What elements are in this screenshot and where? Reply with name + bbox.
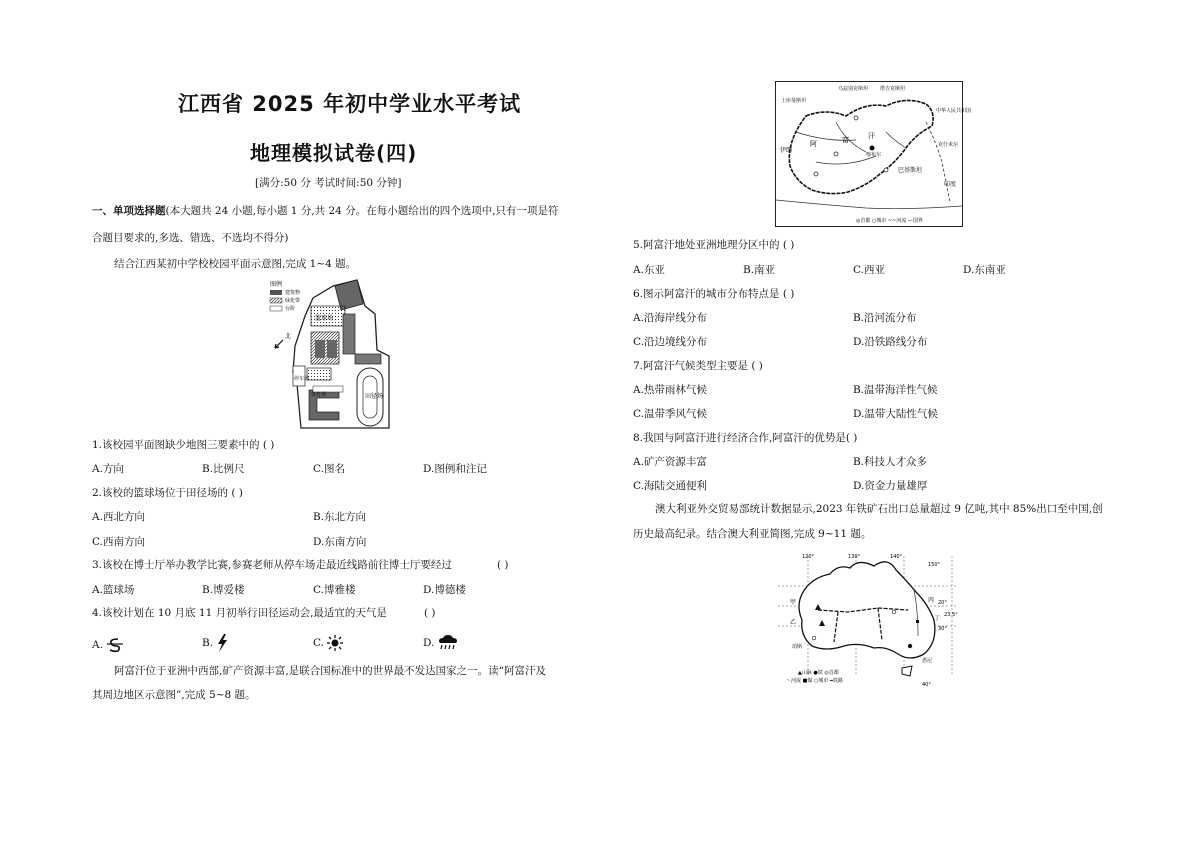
q5-option-b[interactable]: B.南亚 bbox=[743, 264, 776, 276]
q4-option-c[interactable]: C. bbox=[313, 635, 343, 651]
q8-option-a[interactable]: A.矿产资源丰富 bbox=[633, 456, 707, 468]
group1-intro: 结合江西某初中学校校园平面示意图,完成 1~4 题。 bbox=[114, 258, 357, 270]
q1-option-c[interactable]: C.图名 bbox=[313, 463, 345, 475]
aus-legend-line-1: ▲山脉 ●铁 ◎首都 bbox=[798, 670, 839, 676]
svg-text:乙: 乙 bbox=[790, 619, 797, 626]
map-label-china: 中华人民共和国 bbox=[936, 108, 972, 114]
q5-option-a[interactable]: A.东亚 bbox=[633, 264, 665, 276]
aus-label-30: 30° bbox=[938, 626, 947, 632]
north-label: 北 bbox=[285, 333, 292, 340]
q4-option-a[interactable]: A. bbox=[92, 637, 124, 653]
exam-title: 江西省 2025 年初中学业水平考试 bbox=[178, 92, 522, 116]
map-label-uzbekistan: 乌兹别克斯坦 bbox=[838, 86, 869, 92]
aus-label-sydney: 悉尼 bbox=[922, 658, 933, 664]
group2-intro-line-2: 其周边地区示意图”,完成 5~8 题。 bbox=[92, 689, 256, 701]
q4-option-d[interactable]: D. bbox=[423, 635, 458, 651]
q5-stem: 5.阿富汗地处亚洲地理分区中的 ( ) bbox=[633, 239, 795, 251]
capital-marker bbox=[870, 146, 875, 151]
q3-option-c[interactable]: C.博雅楼 bbox=[313, 584, 356, 596]
q1-option-a[interactable]: A.方向 bbox=[92, 463, 124, 475]
q3-option-d[interactable]: D.博德楼 bbox=[423, 584, 466, 596]
legend-building-swatch bbox=[270, 290, 282, 295]
map-label-iran: 伊朗 bbox=[780, 147, 793, 154]
heavy-rain-icon bbox=[438, 635, 458, 651]
instruction-line-2: 合题目要求的,多选、错选、不选均不得分) bbox=[92, 232, 289, 244]
afghanistan-map bbox=[775, 81, 972, 227]
sandstorm-icon bbox=[106, 637, 124, 653]
q7-option-a[interactable]: A.热带雨林气候 bbox=[633, 384, 707, 396]
svg-text:丁: 丁 bbox=[934, 615, 941, 622]
map-label-india: 印度 bbox=[944, 181, 957, 188]
legend-title: 图例 bbox=[270, 281, 283, 288]
q5-option-d[interactable]: D.东南亚 bbox=[963, 264, 1006, 276]
aus-label-perth: 珀斯 bbox=[792, 644, 803, 650]
map-label-tajikistan: 塔吉克斯坦 bbox=[880, 86, 906, 92]
svg-text:富: 富 bbox=[842, 136, 849, 144]
australia-map bbox=[778, 550, 958, 690]
map-label-turkmenistan: 土库曼斯坦 bbox=[781, 98, 807, 104]
aus-label-140: 140° bbox=[890, 554, 903, 560]
q1-option-b[interactable]: B.比例尺 bbox=[202, 463, 245, 475]
sunny-icon bbox=[327, 635, 343, 651]
aus-label-120: 120° bbox=[802, 554, 815, 560]
aus-label-20: 20° bbox=[938, 600, 947, 606]
aus-label-40: 40° bbox=[922, 682, 931, 688]
section-heading: 一、单项选择题 bbox=[92, 205, 166, 217]
q6-option-a[interactable]: A.沿海岸线分布 bbox=[633, 312, 707, 324]
section-instruction bbox=[92, 204, 559, 218]
q3-stem: 3.该校在博士厅举办教学比赛,参赛老师从停车场走最近线路前往博士厅要经过 bbox=[92, 559, 452, 571]
q1-option-d[interactable]: D.图例和注记 bbox=[423, 463, 487, 475]
aus-label-130: 130° bbox=[848, 554, 861, 560]
group3-intro-line-2: 历史最高纪录。结合澳大利亚简图,完成 9~11 题。 bbox=[633, 528, 872, 540]
aus-label-150: 150° bbox=[928, 562, 941, 568]
aus-legend-line-2: ～河流 ■煤 ○城市 ━铁路 bbox=[786, 678, 843, 684]
q6-option-d[interactable]: D.沿铁路线分布 bbox=[853, 336, 928, 348]
q1-stem: 1.该校园平面图缺少地图三要素中的 ( ) bbox=[92, 439, 275, 451]
exam-subtitle: 地理模拟试卷(四) bbox=[250, 141, 418, 165]
q6-option-b[interactable]: B.沿河流分布 bbox=[853, 312, 917, 324]
q2-option-d[interactable]: D.东南方向 bbox=[313, 536, 367, 548]
q7-option-b[interactable]: B.温带海洋性气候 bbox=[853, 384, 938, 396]
aus-label-23.5: 23.5° bbox=[944, 612, 958, 618]
q3-blank: ( ) bbox=[497, 559, 509, 571]
q3-option-a[interactable]: A.篮球场 bbox=[92, 584, 135, 596]
q7-option-d[interactable]: D.温带大陆性气候 bbox=[853, 408, 938, 420]
map-label-kashmir: 克什米尔 bbox=[938, 142, 959, 148]
q6-option-c[interactable]: C.沿边境线分布 bbox=[633, 336, 707, 348]
instruction-line-1: (本大题共 24 小题,每小题 1 分,共 24 分。在每小题给出的四个选项中,只有一项是符 bbox=[165, 205, 559, 217]
q8-option-b[interactable]: B.科技人才众多 bbox=[853, 456, 928, 468]
q2-option-a[interactable]: A.西北方向 bbox=[92, 511, 145, 523]
q5-option-c[interactable]: C.西亚 bbox=[853, 264, 885, 276]
map-label-pakistan: 巴基斯坦 bbox=[898, 167, 923, 174]
q4-stem: 4.该校计划在 10 月底 11 月初举行田径运动会,最适宜的天气是 bbox=[92, 607, 387, 619]
q3-option-b[interactable]: B.博爱楼 bbox=[202, 584, 245, 596]
campus-label-track: 田径场 bbox=[365, 393, 384, 400]
q8-option-c[interactable]: C.海陆交通便利 bbox=[633, 480, 707, 492]
campus-label-gym: 体育场 bbox=[311, 392, 327, 398]
q2-stem: 2.该校的篮球场位于田径场的 ( ) bbox=[92, 487, 243, 499]
legend-green-swatch bbox=[270, 298, 282, 303]
north-arrow-icon bbox=[275, 340, 283, 348]
svg-text:建筑物: 建筑物 bbox=[285, 290, 301, 296]
q8-option-d[interactable]: D.资金力量雄厚 bbox=[853, 480, 928, 492]
campus-label-basketball: 篮球场 bbox=[315, 315, 334, 322]
q7-option-c[interactable]: C.温带季风气候 bbox=[633, 408, 707, 420]
svg-text:汗: 汗 bbox=[868, 132, 875, 140]
map-label-kabul: 喀布尔 bbox=[866, 152, 882, 158]
thunder-icon bbox=[216, 634, 228, 652]
q4-option-b[interactable]: B. bbox=[202, 634, 228, 652]
exam-info: [满分:50 分 考试时间:50 分钟] bbox=[255, 177, 402, 189]
q2-option-c[interactable]: C.西南方向 bbox=[92, 536, 145, 548]
q6-stem: 6.图示阿富汗的城市分布特点是 ( ) bbox=[633, 288, 795, 300]
legend-steps-swatch bbox=[270, 306, 282, 311]
q7-stem: 7.阿富汗气候类型主要是 ( ) bbox=[633, 360, 763, 372]
afghan-map-legend: ◎首都 ○城市 ~~河流 —国界 bbox=[856, 218, 923, 224]
svg-text:台阶: 台阶 bbox=[285, 306, 296, 312]
svg-text:甲: 甲 bbox=[790, 599, 797, 606]
svg-text:丙: 丙 bbox=[928, 597, 935, 604]
svg-text:绿化带: 绿化带 bbox=[285, 298, 301, 304]
group3-intro-line-1: 澳大利亚外交贸易部统计数据显示,2023 年铁矿石出口总量超过 9 亿吨,其中 85%出口至中国,创 bbox=[655, 503, 1103, 515]
q2-option-b[interactable]: B.东北方向 bbox=[313, 511, 367, 523]
campus-label-parking: 停车场 bbox=[294, 376, 310, 382]
group2-intro-line-1: 阿富汗位于亚洲中西部,矿产资源丰富,是联合国标准中的世界最不发达国家之一。读“阿富汗及 bbox=[114, 665, 547, 677]
q8-stem: 8.我国与阿富汗进行经济合作,阿富汗的优势是( ) bbox=[633, 432, 858, 444]
svg-text:阿: 阿 bbox=[810, 140, 817, 148]
q4-blank: ( ) bbox=[424, 607, 436, 619]
campus-map bbox=[265, 276, 393, 434]
